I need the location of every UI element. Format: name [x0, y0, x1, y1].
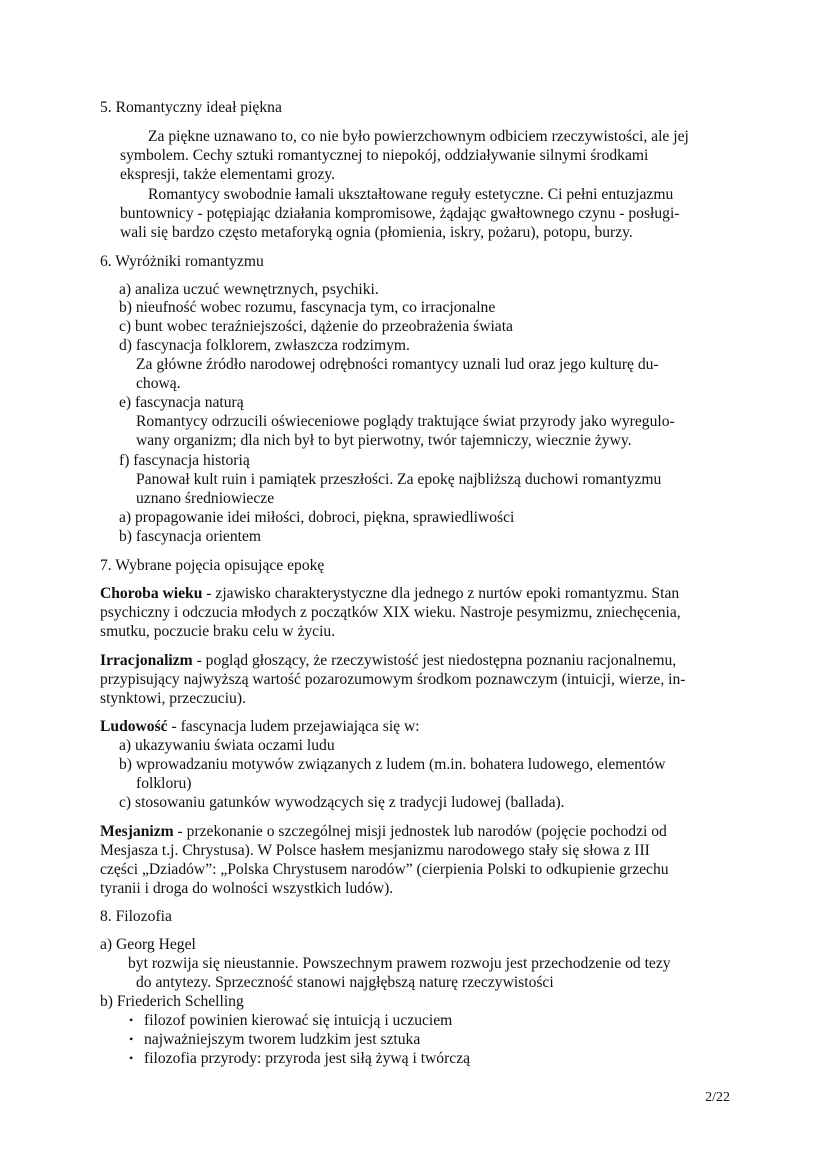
list-item-text: uznano średniowiecze	[136, 490, 275, 507]
section-5-heading: 5. Romantyczny ideał piękna	[100, 99, 282, 116]
list-item: b) fascynacja orientem	[119, 528, 262, 545]
definition-line: Mesjasza t.j. Chrystusa). W Polsce hasłem mesjanizmu narodowego stały się słowa z III	[100, 842, 650, 859]
bullet-icon: •	[129, 1032, 134, 1046]
list-item: b) wprowadzaniu motywów związanych z ludem (m.in. bohatera ludowego, elementów	[119, 756, 666, 773]
definition-line	[100, 651, 676, 670]
list-item: a) propagowanie idei miłości, dobroci, piękna, sprawiedliwości	[119, 509, 515, 526]
definition-line	[100, 822, 667, 841]
definition-line: tyranii i droga do wolności wszystkich ludów).	[100, 880, 394, 897]
section-8-heading: 8. Filozofia	[100, 908, 172, 925]
section-7-heading: 7. Wybrane pojęcia opisujące epokę	[100, 557, 325, 574]
definition-text: - fascynacja ludem przejawiająca się w:	[167, 718, 420, 735]
list-item: a) ukazywaniu świata oczami ludu	[119, 737, 335, 754]
paragraph-line: buntownicy - potępiając działania kompromisowe, żądając gwałtownego czynu - posługi-	[120, 205, 680, 222]
definition-line: stynktowi, przeczuciu).	[100, 690, 246, 707]
bullet-item: filozofia przyrody: przyroda jest siłą żywą i twórczą	[144, 1050, 471, 1067]
list-item-text: wany organizm; dla nich był to byt pierwotny, twór tajemniczy, wiecznie żywy.	[136, 432, 632, 449]
page-number: 2/22	[705, 1090, 730, 1105]
bullet-item: najważniejszym tworem ludzkim jest sztuka	[144, 1031, 421, 1048]
term-choroba-wieku: Choroba wieku	[100, 585, 203, 602]
term-ludowosc: Ludowość	[100, 718, 168, 735]
bullet-icon: •	[129, 1013, 134, 1027]
list-item: c) stosowaniu gatunków wywodzących się z tradycji ludowej (ballada).	[119, 794, 565, 811]
list-item-text: folkloru)	[136, 775, 192, 792]
paragraph-line: ekspresji, także elementami grozy.	[120, 166, 336, 183]
list-item-text: Panował kult ruin i pamiątek przeszłości. Za epokę najbliższą duchowi romantyzmu	[136, 471, 662, 488]
paragraph-line: wali się bardzo często metaforyką ognia (płomienia, iskry, pożaru), potopu, burzy.	[120, 224, 633, 241]
list-item: a) analiza uczuć wewnętrznych, psychiki.	[119, 281, 379, 298]
paragraph-line: byt rozwija się nieustannie. Powszechnym prawem rozwoju jest przechodzenie od tezy	[128, 955, 671, 972]
paragraph-line: Romantycy swobodnie łamali ukształtowane reguły estetyczne. Ci pełni entuzjazmu	[148, 186, 674, 203]
list-item: e) fascynacja naturą	[119, 394, 244, 411]
definition-line: części „Dziadów”: „Polska Chrystusem narodów” (cierpienia Polski to odkupienie grzechu	[100, 861, 669, 878]
definition-line: smutku, poczucie braku celu w życiu.	[100, 623, 336, 640]
philosopher-item: b) Friederich Schelling	[100, 993, 244, 1010]
paragraph-line: symbolem. Cechy sztuki romantycznej to niepokój, oddziaływanie silnymi środkami	[120, 147, 649, 164]
definition-line: psychiczny i odczucia młodych z początków XIX wieku. Nastroje pesymizmu, zniechęcenia,	[100, 604, 681, 621]
definition-text: - zjawisko charakterystyczne dla jednego z nurtów epoki romantyzmu. Stan	[202, 585, 680, 602]
term-mesjanizm: Mesjanizm	[100, 823, 174, 840]
definition-line	[100, 717, 420, 736]
section-6-heading: 6. Wyróżniki romantyzmu	[100, 253, 264, 270]
bullet-item: filozof powinien kierować się intuicją i uczuciem	[144, 1012, 453, 1029]
list-item: c) bunt wobec teraźniejszości, dążenie do przeobrażenia świata	[119, 318, 513, 335]
list-item: b) nieufność wobec rozumu, fascynacja tym, co irracjonalne	[119, 299, 496, 316]
term-irracjonalizm: Irracjonalizm	[100, 652, 193, 669]
definition-text: - pogląd głoszący, że rzeczywistość jest niedostępna poznaniu racjonalnemu,	[192, 652, 677, 669]
bullet-icon: •	[129, 1051, 134, 1065]
philosopher-item: a) Georg Hegel	[100, 936, 196, 953]
list-item-text: Za główne źródło narodowej odrębności romantycy uznali lud oraz jego kulturę du-	[136, 356, 659, 373]
list-item: d) fascynacja folklorem, zwłaszcza rodzimym.	[119, 337, 410, 354]
paragraph-line: Za piękne uznawano to, co nie było powierzchownym odbiciem rzeczywistości, ale jej	[148, 128, 689, 145]
definition-line: przypisujący najwyższą wartość pozarozumowym środkom poznawczym (intuicji, wierze, in-	[100, 671, 686, 688]
list-item-text: Romantycy odrzucili oświeceniowe poglądy traktujące świat przyrody jako wyregulo-	[136, 413, 675, 430]
paragraph-line: do antytezy. Sprzeczność stanowi najgłębszą naturę rzeczywistości	[136, 974, 554, 991]
definition-text: - przekonanie o szczególnej misji jednostek lub narodów (pojęcie pochodzi od	[173, 823, 667, 840]
definition-line	[100, 584, 679, 603]
list-item: f) fascynacja historią	[119, 452, 250, 469]
list-item-text: chową.	[136, 375, 181, 392]
